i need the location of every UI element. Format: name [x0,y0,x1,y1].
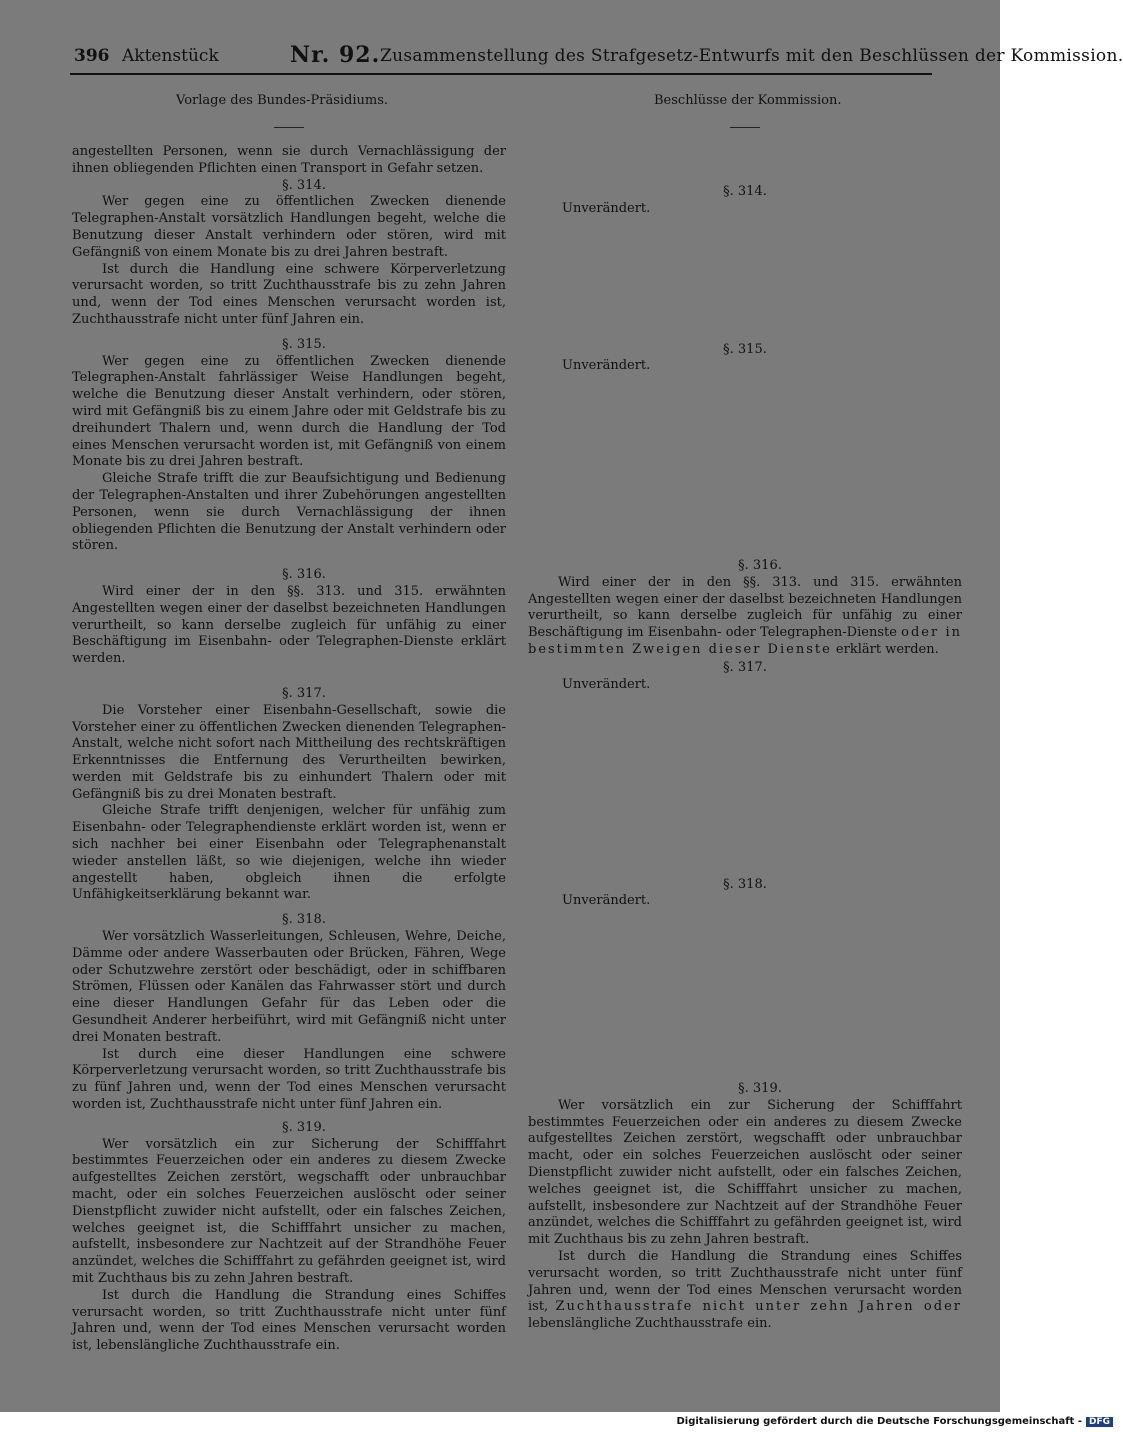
paragraph: Wer vorsätzlich ein zur Sicherung der Schifffahrt bestimmtes Feuerzeichen oder ein anderes zu diesem Zwecke aufgestelltes Zeichen zerstört, wegschafft oder unbrauchbar macht, oder ein solches Feuerzeichen auslöscht oder seiner Dienstpflicht zuwider nicht aufstellt, oder ein falsches Zeichen, welches geeignet ist, die Schifffahrt unsicher zu machen, aufstellt, insbesondere zur Nachtzeit auf der Strandhöhe Feuer anzündet, welches die Schifffahrt zu gefährden geeignet ist, wird mit Zuchthaus bis zu zehn Jahren bestraft. [528,1097,962,1248]
right-heading-rule [730,127,760,128]
paragraph-text: erklärt werden. [831,641,939,657]
section-title: §. 317. [282,685,326,701]
paragraph [528,1249,962,1333]
page-title: Zusammenstellung des Strafgesetz-Entwurfs mit den Beschlüssen der Kommission. [380,46,1123,66]
paragraph: Wer gegen eine zu öffentlichen Zwecken dienende Telegraphen-Anstalt fahrlässiger Weise Handlungen begeht, welche die Benutzung dieser Anstalt verhindern, oder stören, wird mit Gefängniß bis zu einem Jahre oder mit Geldstrafe bis zu dreihundert Thalern und, wenn durch die Handlung der Tod eines Menschen verursacht worden ist, mit Gefängniß von einem Monate bis zu drei Jahren bestraft. [72,353,506,470]
paragraph: Ist durch die Handlung die Strandung eines Schiffes verursacht worden, so tritt Zuchthausstrafe nicht unter fünf Jahren und, wenn der Tod eines Menschen verursacht worden ist, lebenslängliche Zuchthausstrafe ein. [72,1287,506,1354]
left-column-heading: Vorlage des Bundes-Präsidiums. [176,93,389,108]
left-column-text [72,144,506,1355]
emphasized-text: oder in bestimmten Zweigen dieser Dienste [528,625,962,657]
doc-type: Aktenstück [122,46,219,66]
page-header [74,42,1123,72]
section-title: §. 315. [723,342,767,357]
paragraph: Wer gegen eine zu öffentlichen Zwecken dienende Telegraphen-Anstalt vorsätzlich Handlungen begeht, welche die Benutzung dieser Anstalt verhindern oder stören, wird mit Gefängniß von einem Monate bis zu drei Jahren bestraft. [72,194,506,260]
paragraph: Ist durch eine dieser Handlungen eine schwere Körperverletzung verursacht worden, so tritt Zuchthausstrafe bis zu fünf Jahren und, wenn der Tod eines Menschen verursacht worden ist, Zuchthausstrafe nicht unter fünf Jahren ein. [72,1046,506,1113]
paragraph: Gleiche Strafe trifft denjenigen, welcher für unfähig zum Eisenbahn- oder Telegraphendienste erklärt worden ist, wenn er sich nachher bei einer Eisenbahn oder Telegraphenanstalt wieder anstellen läßt, so wie diejenigen, welche ihn wieder angestellt haben, obgleich ihnen die erfolgte Unfähigkeitserklärung bekannt war. [72,803,506,903]
unchanged-note: Unverändert. [562,677,651,692]
section-title: §. 315. [282,336,326,352]
paragraph [528,575,962,659]
paragraph: Ist durch die Handlung eine schwere Körperverletzung verursacht worden, so tritt Zuchthausstrafe bis zu zehn Jahren und, wenn der Tod eines Menschen verursacht worden ist, Zuchthausstrafe nicht unter fünf Jahren ein. [72,261,506,327]
digitization-credit [676,1416,1113,1427]
doc-number: Nr. 92. [290,42,381,68]
unchanged-note: Unverändert. [562,893,651,908]
credit-text: Digitalisierung gefördert durch die Deutsche Forschungsgemeinschaft - [676,1416,1082,1427]
right-section-319 [528,1081,962,1333]
paragraph: Wird einer der in den §§. 313. und 315. erwähnten Angestellten wegen einer der daselbst bezeichneten Handlungen verurtheilt, so kann derselbe zugleich für unfähig zu einer Beschäftigung im Eisenbahn- oder Telegraphen-Dienste erklärt werden. [72,583,506,667]
header-rule [70,73,932,75]
unchanged-note: Unverändert. [562,358,651,373]
paragraph: Gleiche Strafe trifft die zur Beaufsichtigung und Bedienung der Telegraphen-Anstalten und ihrer Zubehörungen angestellten Personen, wenn sie durch Vernachlässigung der ihnen obliegenden Pflichten die Benutzung der Anstalt verhindern oder stören. [72,471,506,554]
section-title: §. 316. [738,558,782,573]
section-title: §. 314. [282,177,326,193]
unchanged-note: Unverändert. [562,201,651,216]
page-number: 396 [74,46,110,66]
section-title: §. 317. [723,660,767,675]
right-column-heading: Beschlüsse der Kommission. [654,93,842,108]
paragraph: angestellten Personen, wenn sie durch Vernachlässigung der ihnen obliegenden Pflichten einen Transport in Gefahr setzen. [72,144,506,176]
dfg-logo: DFG [1086,1417,1113,1427]
section-title: §. 316. [282,567,326,583]
paragraph-text: Ist durch die Handlung die Strandung eines Schiffes verursacht worden, so tritt Zuchthausstrafe nicht unter fünf Jahren und, wenn der Tod eines Menschen verursacht worden ist, [528,1248,962,1315]
left-heading-rule [274,127,304,128]
emphasized-text: Zuchthausstrafe nicht unter zehn Jahren oder [555,1299,962,1315]
paragraph-text: Wird einer der in den §§. 313. und 315. erwähnten Angestellten wegen einer der daselbst bezeichneten Handlungen verurtheilt, so kann derselbe zugleich für unfähig zu einer Beschäftigung im Eisenbahn- oder Telegraphen-Dienste [528,574,962,641]
paragraph: Die Vorsteher einer Eisenbahn-Gesellschaft, sowie die Vorsteher einer zu öffentlichen Zwecken dienenden Telegraphen-Anstalt, welche nicht sofort nach Mittheilung des rechtskräftigen Erkenntnisses die Entfernung des Verurtheilten bewirken, werden mit Geldstrafe bis zu einhundert Thalern oder mit Gefängniß bis zu drei Monaten bestraft. [72,702,506,802]
paragraph: Wer vorsätzlich ein zur Sicherung der Schifffahrt bestimmtes Feuerzeichen oder ein anderes zu diesem Zwecke aufgestelltes Zeichen zerstört, wegschafft oder unbrauchbar macht, oder ein solches Feuerzeichen auslöscht oder seiner Dienstpflicht zuwider nicht aufstellt, oder ein falsches Zeichen, welches geeignet ist, die Schifffahrt unsicher zu machen, aufstellt, insbesondere zur Nachtzeit auf der Strandhöhe Feuer anzündet, welches die Schifffahrt zu gefährden geeignet ist, wird mit Zuchthaus bis zu zehn Jahren bestraft. [72,1136,506,1286]
section-title: §. 314. [723,184,767,199]
paragraph: Wer vorsätzlich Wasserleitungen, Schleusen, Wehre, Deiche, Dämme oder andere Wasserbauten oder Brücken, Fähren, Wege oder Schutzwehre zerstört oder beschädigt, oder in schiffbaren Strömen, Flüssen oder Kanälen das Fahrwasser stört und durch eine dieser Handlungen Gefahr für das Leben oder die Gesundheit Anderer herbeiführt, wird mit Gefängniß nicht unter drei Monaten bestraft. [72,929,506,1045]
paragraph-text: lebenslängliche Zuchthausstrafe ein. [528,1316,772,1332]
right-section-316 [528,558,962,659]
section-title: §. 318. [723,877,767,892]
section-title: §. 319. [282,1119,326,1135]
section-title: §. 319. [738,1081,782,1096]
section-title: §. 318. [282,912,326,928]
